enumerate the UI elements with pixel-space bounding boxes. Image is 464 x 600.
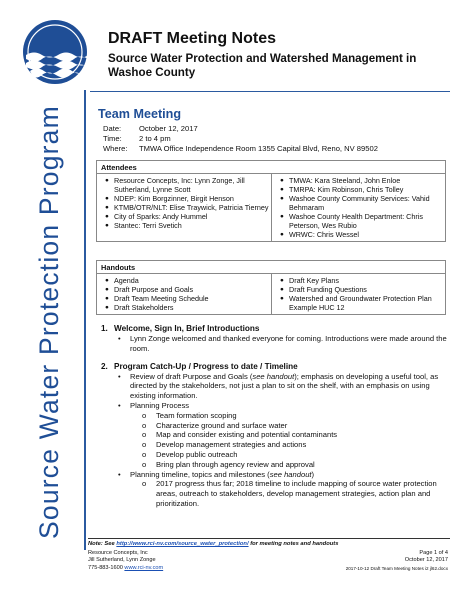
- bullet-icon: ●: [105, 286, 109, 293]
- sub-list-item: o Bring plan through agency review and approval: [142, 459, 315, 469]
- list-item: ● KTMB/OTR/NLT: Elise Traywick, Patricia Tierney: [105, 203, 269, 212]
- bullet-icon: ●: [105, 222, 109, 229]
- bullet-icon: •: [118, 400, 121, 410]
- list-item: ● Watershed and Groundwater Protection Plan Example HUC 12: [280, 294, 432, 312]
- sidebar-program-title: Source Water Protection Program: [34, 105, 64, 539]
- list-item: ● City of Sparks: Andy Hummel: [105, 212, 208, 221]
- bullet-icon: •: [118, 371, 121, 381]
- bullet-icon: ●: [280, 186, 284, 193]
- meeting-date-row: [103, 124, 378, 134]
- list-item: ● Washoe County Health Department: Chris Peterson, Wes Rubio: [280, 212, 423, 230]
- bullet-icon: ●: [105, 277, 109, 284]
- sub-list-item: o Team formation scoping: [142, 410, 237, 420]
- file-name: 2017-10-12 Draft Team Meeting Notes i2 jl62.docx: [345, 565, 448, 571]
- agenda-heading-2: 2. Program Catch-Up / Progress to date / Timeline: [101, 361, 298, 371]
- circle-bullet-icon: o: [142, 440, 147, 450]
- bullet-icon: ●: [280, 177, 284, 184]
- water-drop-logo-icon: [22, 19, 88, 85]
- footer-note: Note: See http://www.rci-nv.com/source_water_protection/ for meeting notes and handouts: [88, 541, 339, 547]
- attendees-left-column: [97, 174, 271, 241]
- handouts-left-column: [97, 274, 271, 314]
- bullet-icon: ●: [105, 195, 109, 202]
- sub-list-item: o Develop management strategies and actions: [142, 440, 307, 450]
- list-item: ● Draft Purpose and Goals: [105, 285, 194, 294]
- list-item: • Lynn Zonge welcomed and thanked everyone for coming. Introductions were made around the room.: [118, 334, 447, 353]
- list-item: • Planning timeline, topics and milestones (see handout): [118, 469, 315, 479]
- handouts-table: [96, 260, 446, 315]
- bullet-icon: ●: [105, 304, 109, 311]
- list-item: ● Draft Funding Questions: [280, 285, 367, 294]
- meta-value: October 12, 2017: [139, 124, 198, 133]
- document-title: DRAFT Meeting Notes: [108, 30, 276, 47]
- footer-contact: Resource Concepts, Inc Jill Sutherland, Lynn Zonge 775-883-1600 www.rci-nv.com: [88, 550, 164, 571]
- circle-bullet-icon: o: [142, 410, 147, 420]
- list-item: ● Resource Concepts, Inc: Lynn Zonge, Jill Sutherland, Lynne Scott: [105, 176, 245, 194]
- bullet-icon: ●: [105, 295, 109, 302]
- meeting-notes-link[interactable]: http://www.rci-nv.com/source_water_protection/: [116, 541, 249, 547]
- company-website-link[interactable]: www.rci-nv.com: [124, 564, 164, 571]
- bullet-icon: ●: [280, 213, 284, 220]
- bullet-icon: ●: [280, 277, 284, 284]
- attendees-table: [96, 160, 446, 242]
- sub-list-item: o Develop public outreach: [142, 449, 238, 459]
- meta-label: Time:: [103, 134, 122, 144]
- bullet-icon: ●: [105, 213, 109, 220]
- list-item: • Review of draft Purpose and Goals (see handout); emphasis on developing a useful tool, as directed by the stakeholders, not just a plan to sit on the shelf, with an emphasis on using existing information.: [118, 371, 439, 401]
- footer-page-info: [318, 550, 448, 572]
- meta-label: Date:: [103, 124, 122, 133]
- agenda-heading-1: 1. Welcome, Sign In, Brief Introductions: [101, 324, 260, 333]
- circle-bullet-icon: o: [142, 430, 147, 440]
- header-divider: [90, 91, 450, 92]
- sidebar-divider: [84, 90, 86, 550]
- circle-bullet-icon: o: [142, 420, 147, 430]
- list-item: ● Washoe County Community Services: Vahid Behmaram: [280, 194, 430, 212]
- bullet-icon: ●: [105, 204, 109, 211]
- sub-list-item: o Characterize ground and surface water: [142, 420, 288, 430]
- footer-date: October 12, 2017: [404, 557, 448, 564]
- bullet-icon: ●: [280, 195, 284, 202]
- circle-bullet-icon: o: [142, 459, 147, 469]
- circle-bullet-icon: o: [142, 479, 147, 489]
- list-item: • Planning Process: [118, 400, 190, 410]
- footer-divider: [88, 538, 450, 539]
- meta-value: 2 to 4 pm: [139, 134, 171, 144]
- document-subtitle: Source Water Protection and Watershed Management in Washoe County: [108, 52, 417, 79]
- list-item: ● Draft Team Meeting Schedule: [105, 294, 209, 303]
- list-item: ● Draft Stakeholders: [105, 303, 174, 312]
- list-item: ● WRWC: Chris Wessel: [280, 230, 360, 239]
- list-item: ● TMWA: Kara Steeland, John Enloe: [280, 176, 401, 185]
- bullet-icon: ●: [105, 177, 109, 184]
- meeting-notes-body: [98, 323, 450, 509]
- meta-value: TMWA Office Independence Room 1355 Capital Blvd, Reno, NV 89502: [139, 144, 378, 154]
- handouts-right-column: [271, 274, 445, 314]
- sub-list-item: o 2017 progress thus far; 2018 timeline to include mapping of source water protection areas, outreach to stakeholders, develop management strategies, action plan and prioritization.: [142, 479, 437, 508]
- list-item: ● Stantec: Terri Svetich: [105, 221, 182, 230]
- meeting-details: [103, 124, 378, 155]
- bullet-icon: •: [118, 334, 121, 343]
- bullet-icon: ●: [280, 231, 284, 238]
- list-item: ● TMRPA: Kim Robinson, Chris Tolley: [280, 185, 404, 194]
- bullet-icon: ●: [280, 295, 284, 302]
- bullet-icon: •: [118, 469, 121, 479]
- meeting-location-row: [103, 144, 378, 154]
- handouts-heading: Handouts: [97, 261, 445, 274]
- meeting-time-row: [103, 134, 378, 144]
- attendees-heading: Attendees: [97, 161, 445, 174]
- meeting-title: Team Meeting: [98, 107, 182, 121]
- page-number: Page 1 of 4: [419, 550, 448, 556]
- list-item: ● Agenda: [105, 276, 139, 285]
- list-item: ● NDEP: Kim Borgzinner, Birgit Henson: [105, 194, 234, 203]
- bullet-icon: ●: [280, 286, 284, 293]
- sub-list-item: o Map and consider existing and potential contaminants: [142, 430, 338, 440]
- list-item: ● Draft Key Plans: [280, 276, 339, 285]
- meta-label: Where:: [103, 144, 128, 154]
- circle-bullet-icon: o: [142, 449, 147, 459]
- attendees-right-column: [271, 174, 445, 241]
